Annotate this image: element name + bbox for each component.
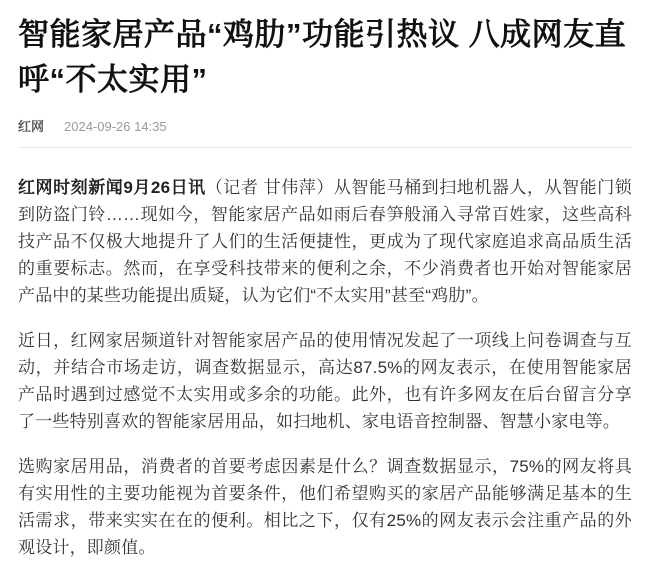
article-title: 智能家居产品“鸡肋”功能引热议 八成网友直呼“不太实用” — [18, 17, 627, 97]
paragraph-1-text: （记者 甘伟萍）从智能马桶到扫地机器人，从智能门锁到防盗门铃……现如今，智能家居产品如雨后春笋般涌入寻常百姓家，这些高科技产品不仅极大地提升了人们的生活便捷性，更成为了现代家庭追求高品质生活的重要标志。然而，在享受科技带来的便利之余，不少消费者也开始对智能家居产品中的某些功能提出质疑，认为它们“不太实用”甚至“鸡肋”。 — [18, 178, 632, 305]
article-paragraph-1 — [18, 174, 632, 309]
article-paragraph-2: 近日，红网家居频道针对智能家居产品的使用情况发起了一项线上问卷调查与互动，并结合市场走访，调查数据显示，高达87.5%的网友表示，在使用智能家居产品时遇到过感觉不太实用或多余的功能。此外，也有许多网友在后台留言分享了一些特别喜欢的智能家居用品，如扫地机、家电语音控制器、智慧小家电等。 — [18, 331, 632, 431]
article-paragraph-3: 选购家居用品，消费者的首要考虑因素是什么？调查数据显示，75%的网友将具有实用性的主要功能视为首要条件，他们希望购买的家居产品能够满足基本的生活需求，带来实实在在的便利。相比之下，仅有25%的网友表示会注重产品的外观设计，即颜值。 — [18, 457, 632, 557]
publish-timestamp: 2024-09-26 14:35 — [64, 119, 167, 134]
article-body — [18, 148, 632, 561]
article-meta — [18, 119, 632, 135]
dateline-lead: 红网时刻新闻9月26日讯 — [18, 178, 206, 197]
source-name: 红网 — [18, 119, 45, 134]
